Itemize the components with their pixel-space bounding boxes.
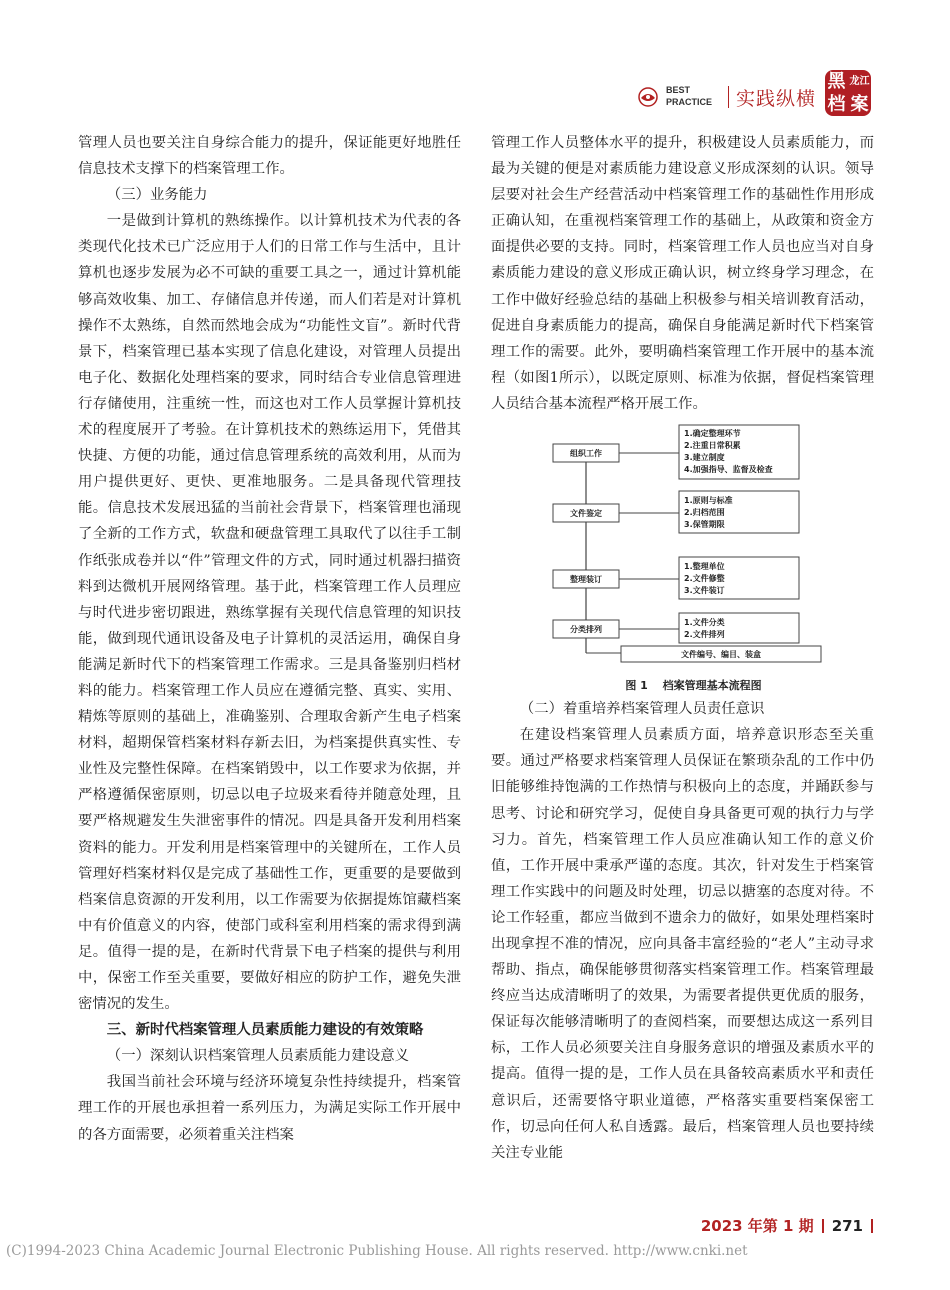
flow-detail-box [679, 425, 799, 479]
paragraph: 管理人员也要关注自身综合能力的提升，保证能更好地胜任信息技术支撑下的档案管理工作。 [78, 135, 461, 178]
flow-step [553, 444, 619, 462]
flow-detail-item: 4.加强指导、监督及检查 [684, 465, 773, 475]
page-number: 271 [831, 1217, 863, 1235]
left-column [78, 130, 461, 1148]
flow-detail-item: 2.归档范围 [684, 508, 725, 518]
seal-char: 黑 [827, 70, 846, 92]
subheading: （三）业务能力 [106, 187, 208, 204]
flow-detail-item: 2.注重日常积累 [684, 441, 741, 451]
footer-divider [871, 1219, 873, 1233]
seal-char: 案 [850, 93, 869, 115]
flow-detail-box [679, 613, 799, 643]
flow-step [553, 570, 619, 588]
flow-detail-item: 1.确定整理环节 [684, 429, 741, 439]
issue-label: 2023 年第 1 期 [700, 1217, 814, 1235]
flowchart-figure [541, 421, 871, 667]
flow-detail-item: 2.文件排列 [684, 630, 725, 640]
flow-detail-item: 3.保管期限 [684, 520, 725, 530]
journal-seal [825, 70, 871, 116]
right-column [491, 130, 874, 1166]
seal-char: 档 [827, 93, 846, 115]
paragraph: 一是做到计算机的熟练操作。以计算机技术为代表的各类现代化技术已广泛应用于人们的日常工作与生活中，且计算机也逐步发展为必不可缺的重要工具之一，通过计算机能够高效收集、加工、存储信息并传递，而人们若是对计算机操作不太熟练，自然而然地会成为“功能性文盲”。新时代背景下，档案管理已基本实现了信息化建设，对管理人员提出电子化、数据化处理档案的要求，同时结合专业信息管理进行存储使用，注重统一性，而这也对工作人员掌握计算机技术的程度展开了考验。在计算机技术的熟练运用下，凭借其快捷、方便的功能，通过信息管理系统的高效利用，从而为用户提供更好、更快、更准地服务。二是具备现代管理技能。信息技术发展迅猛的当前社会背景下，档案管理也涌现了全新的工作方式，软盘和硬盘管理工具取代了以往手工制作纸张成卷并以“件”管理文件的方式，同时通过机器扫描资料到达微机开展网络管理。基于此，档案管理工作人员理应与时代进步密切跟进，熟练掌握有关现代信息管理的知识技能，做到现代通讯设备及电子计算机的灵活运用，确保自身能满足新时代下的档案管理工作需求。三是具备鉴别归档材料的能力。档案管理工作人员应在遵循完整、真实、实用、精炼等原则的基础上，准确鉴别、合理取舍新产生电子档案材料，超期保管档案材料存新去旧，为档案提供真实性、专业性及完整性保障。在档案销毁中，以工作要求为依据，并严格遵循保密原则，切忌以电子垃圾来看待并随意处理，且要严格规避发生失泄密事件的情况。四是具备开发利用档案资料的能力。开发利用是档案管理中的关键所在，工作人员管理好档案材料仅是完成了基础性工作，更重要的是要做到档案信息资源的开发利用，以工作需要为依据提炼馆藏档案中有价值意义的内容，使部门或科室利用档案的需求得到满足。值得一提的是，在新时代背景下电子档案的提供与利用中，保密工作至关重要，要做好相应的防护工作，避免失泄密情况的发生。 [78, 213, 461, 1013]
page-footer [701, 1215, 873, 1236]
flow-detail-item: 2.文件修整 [684, 574, 725, 584]
best-practice-logo [636, 86, 660, 108]
subheading: （一）深刻认识档案管理人员素质能力建设意义 [106, 1048, 410, 1065]
figure-caption: 图 1 档案管理基本流程图 [625, 679, 762, 693]
paragraph: 管理工作人员整体水平的提升，积极建设人员素质能力，而最为关键的便是对素质能力建设意义形成深刻的认识。领导层要对社会生产经营活动中档案管理工作的基础性作用形成正确认知，在重视档案管理工作的基础上，从政策和资金方面提供必要的支持。同时，档案管理工作人员也应当对自身素质能力建设的意义形成正确认识，树立终身学习理念，在工作中做好经验总结的基础上积极参与相关培训教育活动，促进自身素质能力的提高，确保自身能满足新时代下档案管理工作的需要。此外，要明确档案管理工作开展中的基本流程（如图1所示），以既定原则、标准为依据，督促档案管理人员结合基本流程严格开展工作。 [491, 135, 874, 412]
flow-detail-item: 3.建立制度 [684, 453, 725, 463]
flow-detail-box [679, 557, 799, 599]
header-divider [728, 86, 729, 108]
flow-step-label: 分类排列 [570, 625, 602, 635]
paragraph: 在建设档案管理人员素质方面，培养意识形态至关重要。通过严格要求档案管理人员保证在繁琐杂乱的工作中仍旧能够维持饱满的工作热情与积极向上的态度，并踊跃参与思考、讨论和研究学习，促使自身具备更可观的执行力与学习力。首先，档案管理工作人员应准确认知工作的意义价值，工作开展中秉承严谨的态度。其次，针对发生于档案管理工作实践中的问题及时处理，切忌以搪塞的态度对待。不论工作轻重，都应当做到不遗余力的做好，如果处理档案时出现拿捏不准的情况，应向具备丰富经验的“老人”主动寻求帮助、指点，确保能够贯彻落实档案管理工作。档案管理最终应当达成清晰明了的效果，为需要者提供更优质的服务，保证每次能够清晰明了的查阅档案，而要想达成这一系列目标，工作人员必须要关注自身服务意识的增强及素质水平的提高。值得一提的是，工作人员在具备较高素质水平和责任意识后，还需要恪守职业道德，严格落实重要档案保密工作，切忌向任何人私自透露。最后，档案管理人员也要持续关注专业能 [491, 727, 874, 1161]
flow-step [553, 504, 619, 522]
best-text: BEST [666, 85, 691, 95]
flow-detail-item: 3.文件装订 [684, 586, 725, 596]
section-title: 实践纵横 [736, 88, 817, 110]
paragraph: 我国当前社会环境与经济环境复杂性持续提升，档案管理工作的开展也承担着一系列压力，为满足实际工作开展中的各方面需要，必须着重关注档案 [78, 1074, 461, 1143]
flow-step-label: 文件鉴定 [570, 509, 602, 519]
flow-step-label: 组织工作 [570, 449, 602, 459]
footer-divider [822, 1219, 824, 1233]
copyright-line: (C)1994-2023 China Academic Journal Electronic Publishing House. All rights reserved. http://www.cnki.net [6, 1243, 748, 1259]
flow-detail-item: 1.整理单位 [684, 562, 725, 572]
flow-step-label: 整理装订 [570, 575, 602, 585]
subheading: （二）着重培养档案管理人员责任意识 [519, 701, 765, 718]
best-practice-label [666, 84, 712, 108]
flow-detail-item: 1.文件分类 [684, 618, 725, 628]
flow-detail-item: 1.原则与标准 [684, 496, 733, 506]
flow-step [553, 620, 619, 638]
flow-detail-box [679, 491, 799, 533]
flow-final-label: 文件编号、编目、装盒 [681, 650, 761, 660]
section-heading: 三、新时代档案管理人员素质能力建设的有效策略 [106, 1022, 424, 1039]
seal-char: 龙江 [849, 75, 870, 87]
practice-text: PRACTICE [666, 97, 713, 107]
